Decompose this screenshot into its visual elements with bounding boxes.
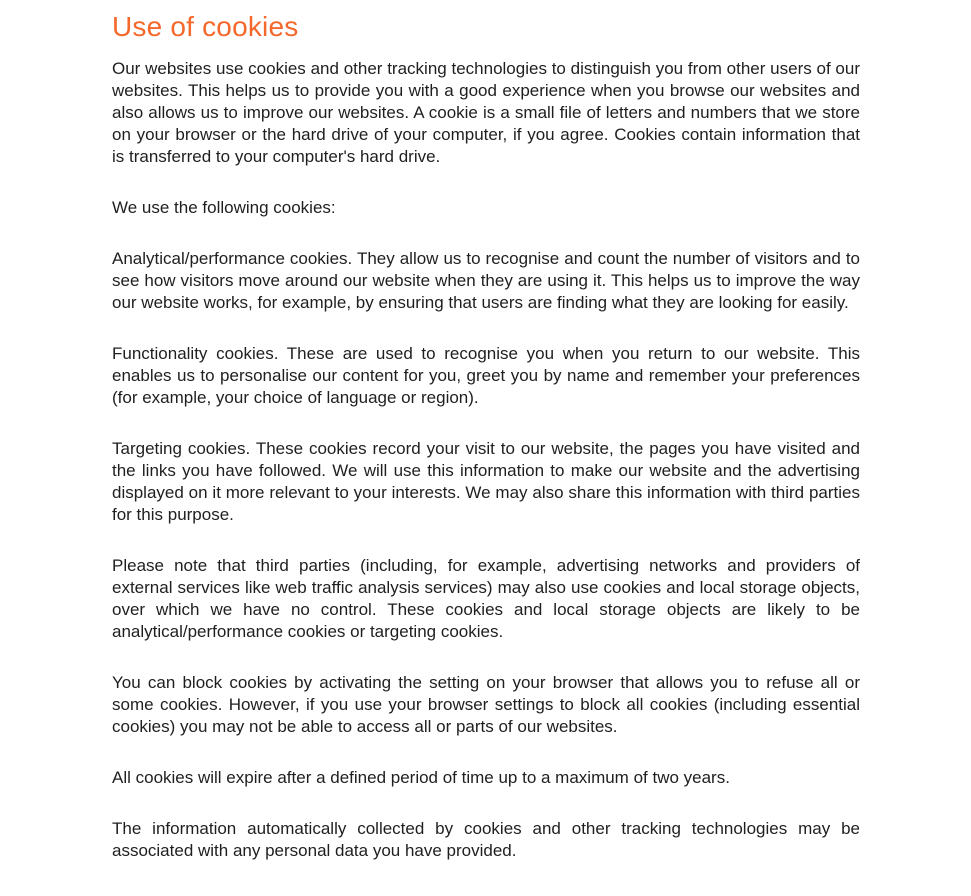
page-title: Use of cookies [112,11,299,42]
paragraph-personal-data: The information automatically collected by cookies and other tracking technologies may be associated with any personal data you have provided. [112,819,860,860]
paragraph-targeting-cookies: Targeting cookies. These cookies record your visit to our website, the pages you have visited and the links you have followed. We will use this information to make our website and the advertising displayed on it more relevant to your interests. We may also share this information with third parties for this purpose. [112,439,860,524]
paragraph-cookie-expiry: All cookies will expire after a defined period of time up to a maximum of two years. [112,768,730,787]
paragraph-analytical-performance-cookies: Analytical/performance cookies. They allow us to recognise and count the number of visitors and to see how visitors move around our website when they are using it. This helps us to improve the way our website works, for example, by ensuring that users are finding what they are looking for easily. [112,249,860,312]
paragraph-we-use-cookies: We use the following cookies: [112,198,336,217]
paragraph-functionality-cookies: Functionality cookies. These are used to recognise you when you return to our website. This enables us to personalise our content for you, greet you by name and remember your preferences (for example, your choice of language or region). [112,344,860,407]
paragraph-intro: Our websites use cookies and other tracking technologies to distinguish you from other users of our websites. This helps us to provide you with a good experience when you browse our websites and also allows us to improve our websites. A cookie is a small file of letters and numbers that we store on your browser or the hard drive of your computer, if you agree. Cookies contain information that is transferred to your computer's hard drive. [112,59,860,166]
paragraph-third-parties: Please note that third parties (including, for example, advertising networks and providers of external services like web traffic analysis services) may also use cookies and local storage objects, over which we have no control. These cookies and local storage objects are likely to be analytical/performance cookies or targeting cookies. [112,556,860,641]
paragraph-block-cookies: You can block cookies by activating the setting on your browser that allows you to refuse all or some cookies. However, if you use your browser settings to block all cookies (including essential cookies) you may not be able to access all or parts of our websites. [112,673,860,736]
